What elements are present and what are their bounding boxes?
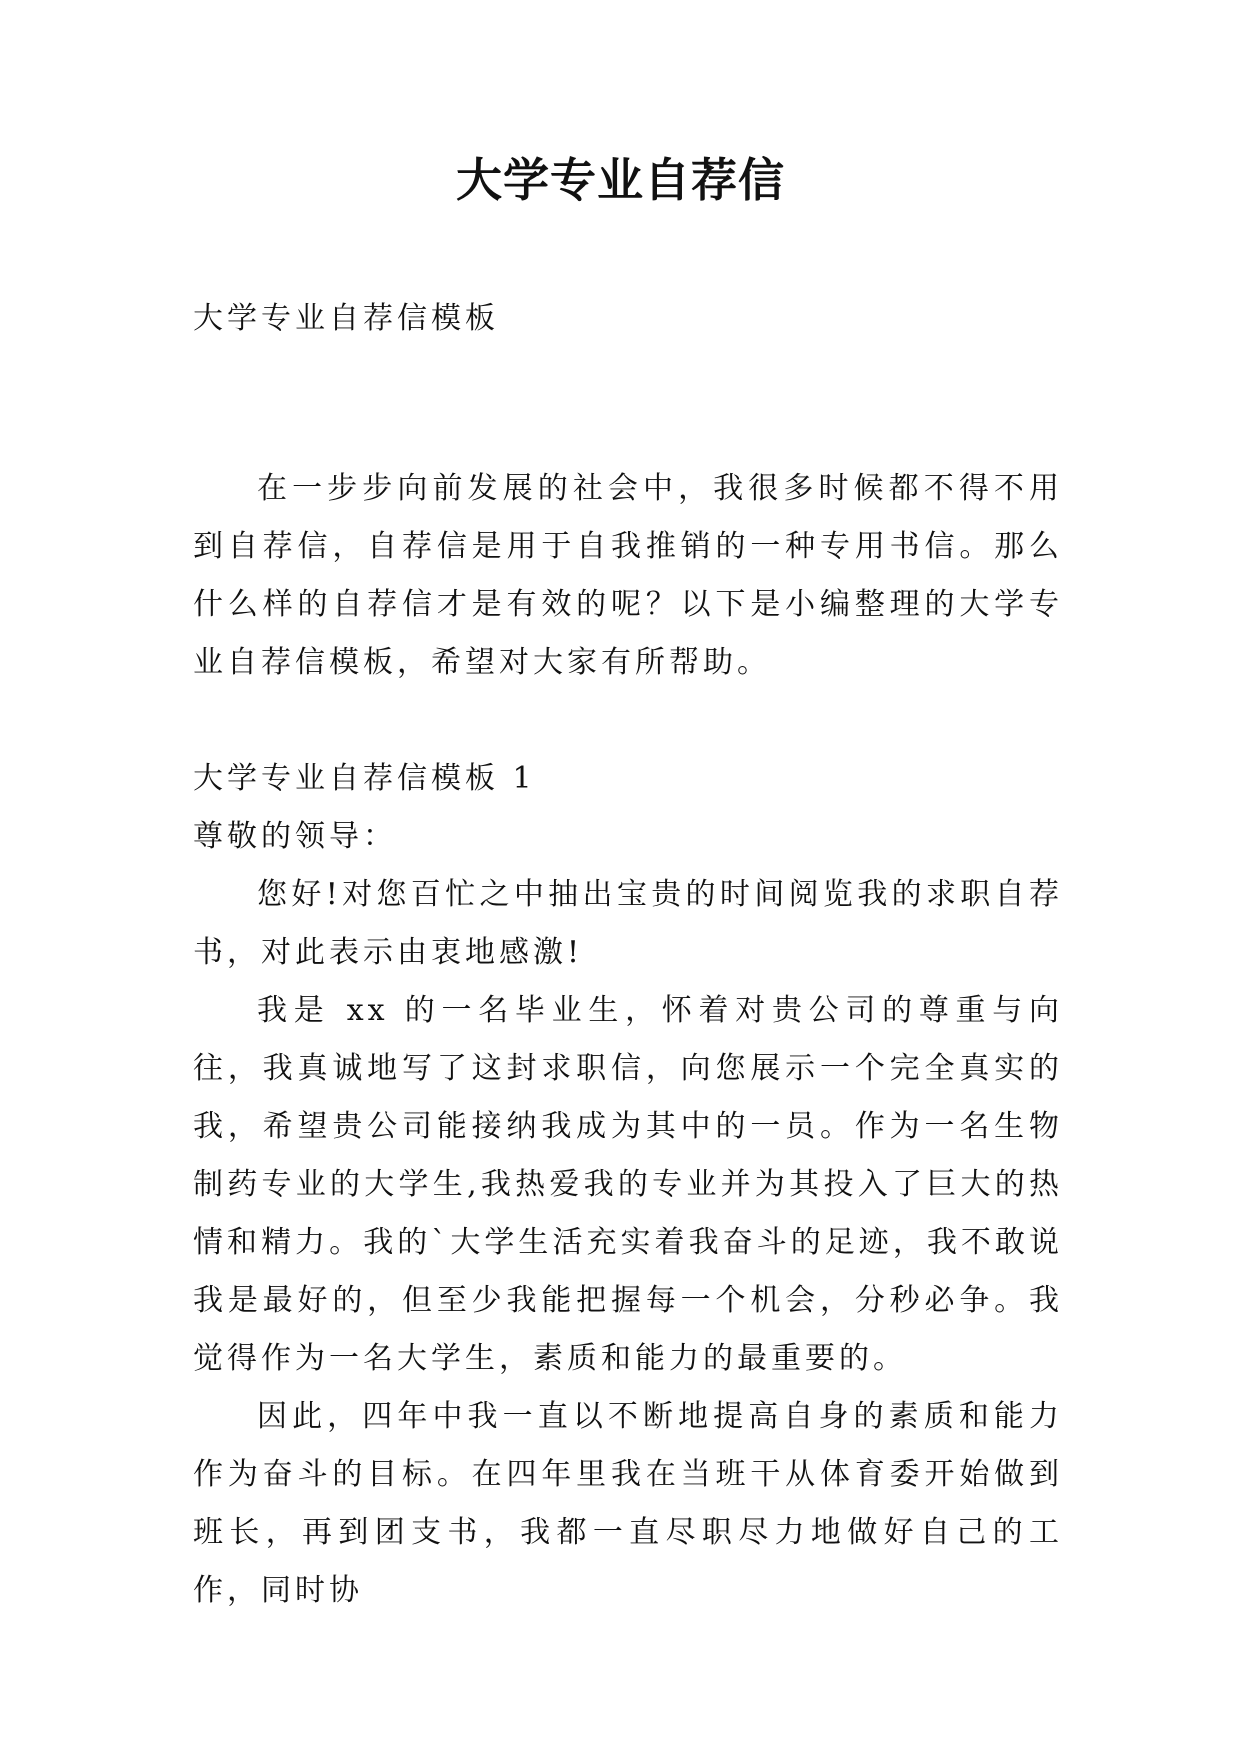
salutation: 尊敬的领导：: [193, 819, 397, 854]
document-body: [193, 290, 1063, 1620]
section-heading: 大学专业自荐信模板 1: [193, 761, 536, 796]
intro-paragraph: 在一步步向前发展的社会中，我很多时候都不得不用到自荐信，自荐信是用于自我推销的一种专用书信。那么什么样的自荐信才是有效的呢？以下是小编整理的大学专业自荐信模板，希望对大家有所帮助。: [193, 471, 1063, 680]
document-title: 大学专业自荐信: [456, 153, 785, 207]
body-paragraph-3: 因此，四年中我一直以不断地提高自身的素质和能力作为奋斗的目标。在四年里我在当班干从体育委开始做到班长，再到团支书，我都一直尽职尽力地做好自己的工作，同时协: [193, 1399, 1063, 1608]
body-paragraph-1: 您好!对您百忙之中抽出宝贵的时间阅览我的求职自荐书，对此表示由衷地感激!: [193, 877, 1063, 970]
spacer: [193, 348, 1063, 460]
spacer: [193, 692, 1063, 750]
body-paragraph-2: 我是 xx 的一名毕业生，怀着对贵公司的尊重与向往，我真诚地写了这封求职信，向您展示一个完全真实的我，希望贵公司能接纳我成为其中的一员。作为一名生物制药专业的大学生,我热爱我的专业并为其投入了巨大的热情和精力。我的`大学生活充实着我奋斗的足迹，我不敢说我是最好的，但至少我能把握每一个机会，分秒必争。我觉得作为一名大学生，素质和能力的最重要的。: [193, 993, 1063, 1376]
document-subtitle: 大学专业自荐信模板: [193, 301, 499, 336]
